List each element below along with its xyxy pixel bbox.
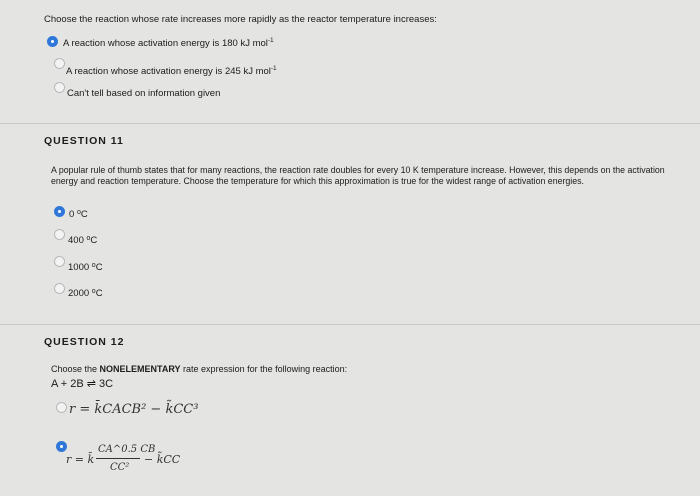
q12-option-2-rhs: − k̃CC [144, 453, 181, 466]
q12-option-2-radio[interactable] [56, 441, 67, 452]
q12-option-1-expression: r = k̄CACB² − k̃CC³ [69, 402, 199, 417]
prev-option-1-label: A reaction whose activation energy is 180 kJ mol$^{-1}$ [63, 37, 274, 50]
prev-option-2-radio[interactable] [54, 58, 65, 69]
q11-option-0c-label: 0 $^o$C [69, 209, 88, 220]
question-12-reaction: A + 2B ⇌ 3C [51, 378, 114, 390]
q12-option-2-lhs: r = k̄ [66, 453, 95, 466]
divider [0, 123, 700, 124]
prev-question-prompt: Choose the reaction whose rate increases more rapidly as the reactor temperature increases: [44, 14, 437, 25]
q11-option-0c-radio[interactable] [54, 206, 65, 217]
question-12-prompt: Choose the NONELEMENTARY rate expression for the following reaction: [51, 364, 348, 374]
q11-option-2000c-radio[interactable] [54, 283, 65, 294]
prev-option-2-label: A reaction whose activation energy is 245 kJ mol$^{-1}$ [66, 65, 277, 78]
question-12-header: QUESTION 12 [44, 336, 125, 348]
divider [0, 324, 700, 325]
q12-option-1-radio[interactable] [56, 402, 67, 413]
q11-option-1000c-label: 1000 $^o$C [68, 262, 103, 273]
q11-option-400c-label: 400 $^o$C [68, 235, 98, 246]
question-11-body: A popular rule of thumb states that for many reactions, the reaction rate doubles for every 10 K temperature increase. However, this depends on the activation energy and reaction temperature. Choose the temperature for which this approximation is true for the widest range of activation energies. [51, 165, 665, 186]
prev-option-3-radio[interactable] [54, 82, 65, 93]
q11-option-1000c-radio[interactable] [54, 256, 65, 267]
question-11-header: QUESTION 11 [44, 135, 124, 147]
q12-option-2-fraction-bar [96, 458, 140, 459]
prev-option-3-label: Can't tell based on information given [67, 88, 221, 99]
prev-option-1-radio[interactable] [47, 36, 58, 47]
q11-option-2000c-label: 2000 $^o$C [68, 288, 103, 299]
q12-option-2-denominator: CC² [110, 462, 130, 473]
q11-option-400c-radio[interactable] [54, 229, 65, 240]
q12-option-2-numerator: CA^0.5 CB [98, 444, 156, 455]
